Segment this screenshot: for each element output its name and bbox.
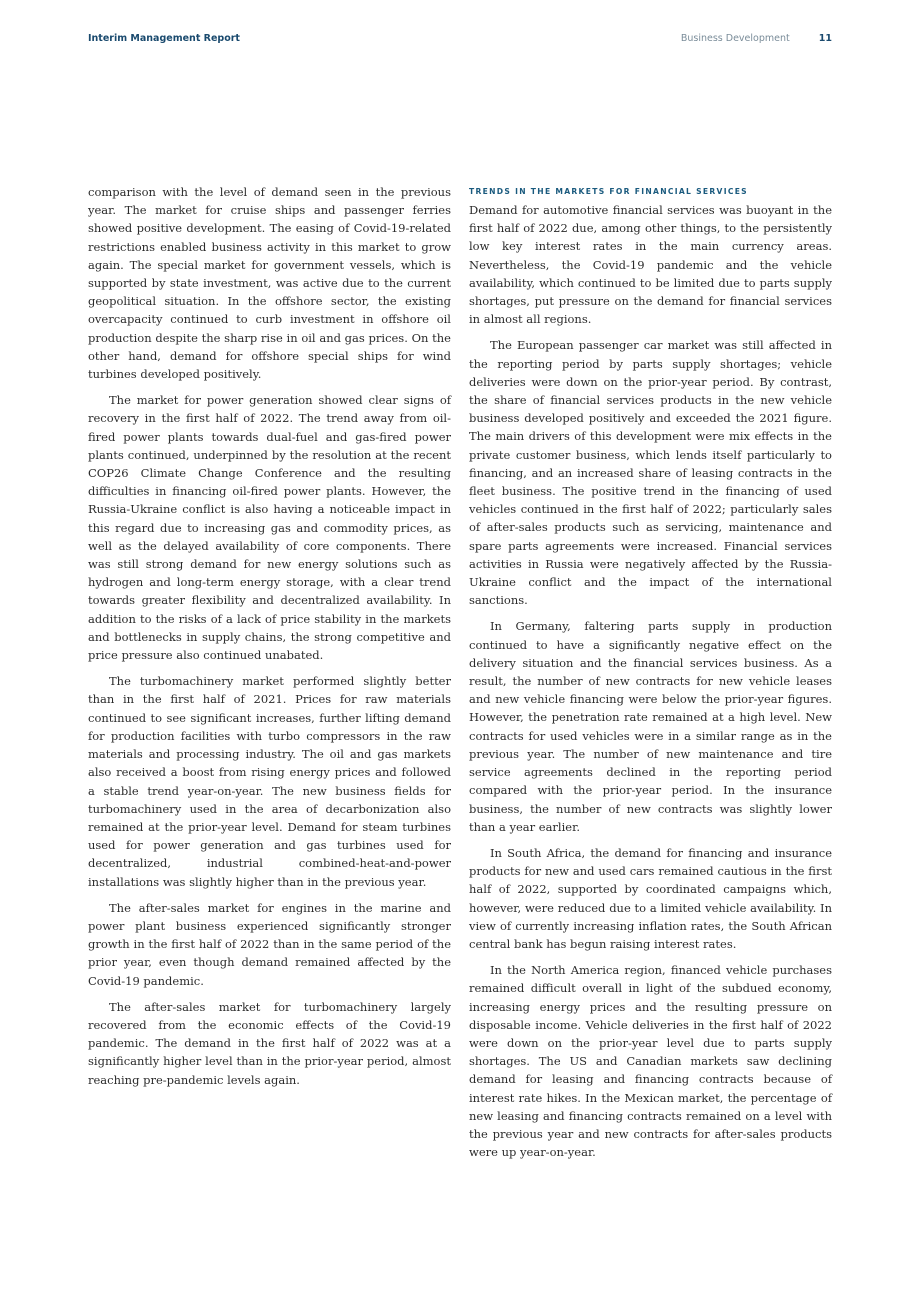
paragraph: The market for power generation showed clear signs of recovery in the first half of 2022. The trend away from oil-fired power plants towards dual-fuel and gas-fired power plants continued, underpinned by the resolution at the recent COP26 Climate Change Conference and the resulting difficulties in financing oil-fired power plants. However, the Russia-Ukraine conflict is also having a noticeable impact in this regard due to increasing gas and commodity prices, as well as the delayed availability of core components. There was still strong demand for new energy solutions such as hydrogen and long-term energy storage, with a clear trend towards greater flexibility and decentralized availability. In addition to the risks of a lack of price stability in the markets and bottlenecks in supply chains, the strong competitive and price pressure also continued unabated. [88, 393, 451, 663]
paragraph: The European passenger car market was still affected in the reporting period by parts supply shortages; vehicle deliveries were down on the prior-year period. By contrast, the share of financial services products in the new vehicle business developed positively and exceeded the 2021 figure. The main drivers of this development were mix effects in the private customer business, which lends itself particularly to financing, and an increased share of leasing contracts in the fleet business. The positive trend in the financing of used vehicles continued in the first half of 2022; particularly sales of after-sales products such as servicing, maintenance and spare parts agreements were increased. Financial services activities in Russia were negatively affected by the Russia-Ukraine conflict and the impact of the international sanctions. [469, 338, 832, 608]
report-title: Interim Management Report [88, 33, 240, 44]
right-column [469, 183, 832, 1169]
paragraph: The after-sales market for engines in the marine and power plant business experienced significantly stronger growth in the first half of 2022 than in the same period of the prior year, even though demand remained affected by the Covid-19 pandemic. [88, 900, 451, 988]
left-column [88, 183, 451, 1097]
page-number: 11 [818, 33, 832, 44]
paragraph: The turbomachinery market performed slightly better than in the first half of 2021. Prices for raw materials continued to see significant increases, further lifting demand for production facilities with turbo compressors in the raw materials and processing industry. The oil and gas markets also received a boost from rising energy prices and followed a stable trend year-on-year. The new business fields for turbomachinery used in the area of decarbonization also remained at the prior-year level. Demand for steam turbines used for power generation and gas turbines used for decentralized, industrial combined-heat-and-power installations was slightly higher than in the previous year. [88, 674, 451, 889]
paragraph: In Germany, faltering parts supply in production continued to have a significantly negative effect on the delivery situation and the financial services business. As a result, the number of new contracts for new vehicle leases and new vehicle financing were below the prior-year figures. However, the penetration rate remained at a high level. New contracts for used vehicles were in a similar range as in the previous year. The number of new maintenance and tire service agreements declined in the reporting period compared with the prior-year period. In the insurance business, the number of new contracts was slightly lower than a year earlier. [469, 619, 832, 834]
section-heading: TRENDS IN THE MARKETS FOR FINANCIAL SERVICES [469, 187, 748, 196]
section-title: Business Development [680, 33, 790, 44]
paragraph: The after-sales market for turbomachinery largely recovered from the economic effects of the Covid-19 pandemic. The demand in the first half of 2022 was at a significantly higher level than in the prior-year period, almost reaching pre-pandemic levels again. [88, 999, 451, 1087]
paragraph: comparison with the level of demand seen in the previous year. The market for cruise ships and passenger ferries showed positive development. The easing of Covid-19-related restrictions enabled business activity in this market to grow again. The special market for government vessels, which is supported by state investment, was active due to the current geopolitical situation. In the offshore sector, the existing overcapacity continued to curb investment in offshore oil production despite the sharp rise in oil and gas prices. On the other hand, demand for offshore special ships for wind turbines developed positively. [88, 185, 451, 382]
paragraph: In South Africa, the demand for financing and insurance products for new and used cars remained cautious in the first half of 2022, supported by coordinated campaigns which, however, were reduced due to a limited vehicle availability. In view of currently increasing inflation rates, the South African central bank has begun raising interest rates. [469, 845, 832, 951]
paragraph: Demand for automotive financial services was buoyant in the first half of 2022 due, among other things, to the persistently low key interest rates in the main currency areas. Nevertheless, the Covid-19 pandemic and the vehicle availability, which continued to be limited due to parts supply shortages, put pressure on the demand for financial services in almost all regions. [469, 203, 832, 327]
running-header [681, 33, 832, 44]
paragraph: In the North America region, financed vehicle purchases remained difficult overall in light of the subdued economy, increasing energy prices and the resulting pressure on disposable income. Vehicle deliveries in the first half of 2022 were down on the prior-year level due to parts supply shortages. The US and Canadian markets saw declining demand for leasing and financing contracts because of interest rate hikes. In the Mexican market, the percentage of new leasing and financing contracts remained on a level with the previous year and new contracts for after-sales products were up year-on-year. [469, 963, 832, 1160]
